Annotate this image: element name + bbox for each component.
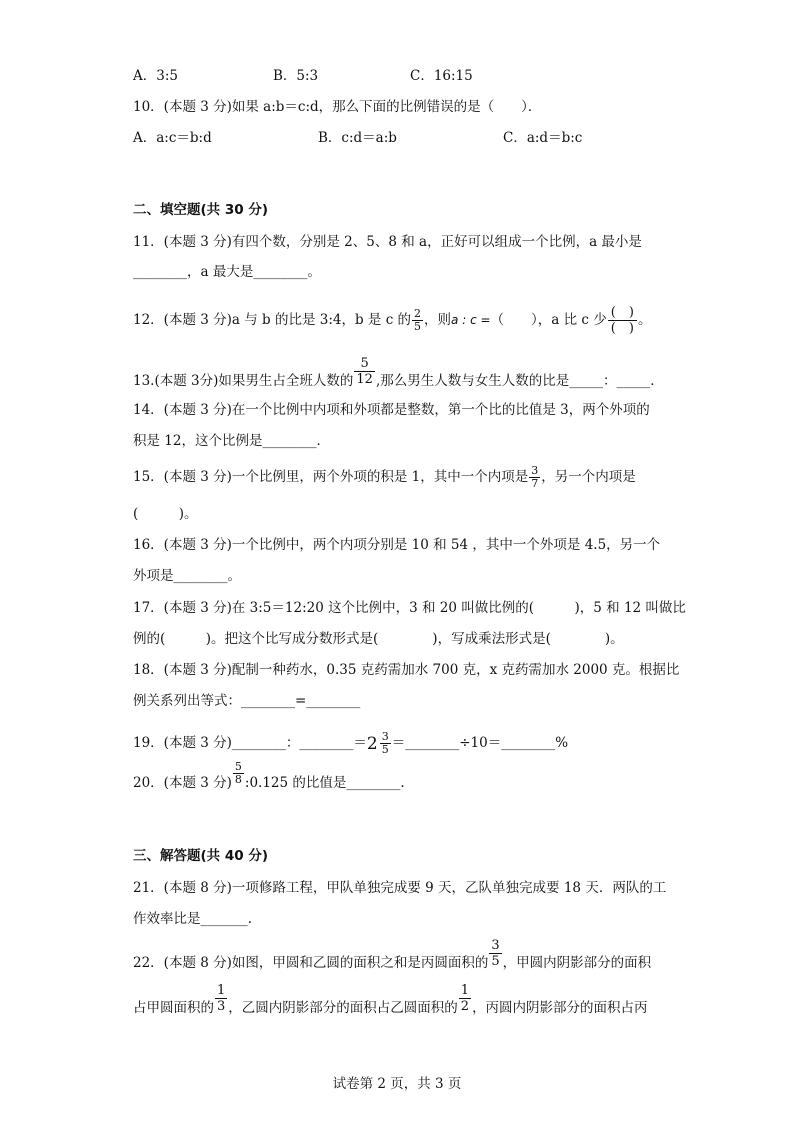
q22-fraction-3 xyxy=(459,983,471,1014)
q12-answer-fraction xyxy=(608,305,637,336)
q20-frac-num: 5 xyxy=(234,760,242,773)
q22-text-l2b: ，乙圆内阴影部分的面积占乙圆面积的 xyxy=(228,1000,458,1016)
q12-answer-num: ( ) xyxy=(610,305,634,320)
q11-line2: ________，a 最大是________。 xyxy=(133,264,321,280)
q17-line2: 例的( )。把这个比写成分数形式是( )，写成乘法形式是( )。 xyxy=(133,631,624,647)
q22-frac1-num: 3 xyxy=(491,938,500,953)
q19 xyxy=(133,728,674,759)
q22-fraction-2 xyxy=(215,983,227,1014)
q20-text-pre: 20．(本题 3 分) xyxy=(133,775,232,791)
q22-text-l2a: 占甲圆面积的 xyxy=(133,1000,214,1016)
q16-line1: 16．(本题 3 分)一个比例中，两个内项分别是 10 和 54 ，其中一个外项是 4.5，另一个 xyxy=(133,537,661,553)
q21-line1: 21．(本题 8 分)一项修路工程，甲队单独完成要 9 天，乙队单独完成要 18 天．两队的工 xyxy=(133,880,667,896)
q21-line2: 作效率比是_______. xyxy=(133,911,253,927)
q12-expression: a : c = xyxy=(451,313,491,327)
q10-option-a: A．a:c＝b:d xyxy=(133,130,212,146)
q22-fraction-1 xyxy=(489,938,501,969)
q12-frac-den: 5 xyxy=(414,320,422,333)
q12-text-mid2: （ ），a 比 c 少 xyxy=(490,312,607,328)
q19-mixed-number xyxy=(367,729,392,759)
q14-line2: 积是 12，这个比例是________． xyxy=(133,433,330,449)
q15-text-pre: 15．(本题 3 分)一个比例里，两个外项的积是 1，其中一个内项是 xyxy=(133,469,529,485)
q10-option-c: C．a:d＝b:c xyxy=(503,130,583,146)
q19-fraction xyxy=(380,731,391,756)
q16-line2: 外项是________。 xyxy=(133,568,241,584)
q12-text-mid1: ，则 xyxy=(424,312,452,328)
q22-text-pre: 22．(本题 8 分)如图，甲圆和乙圆的面积之和是丙圆面积的 xyxy=(133,955,489,971)
q15-frac-den: 7 xyxy=(531,477,539,490)
q12-frac-num: 2 xyxy=(414,307,422,320)
q14-line1: 14．(本题 3 分)在一个比例中内项和外项都是整数，第一个比的比值是 3，两个外项的 xyxy=(133,402,650,418)
q19-frac-num: 3 xyxy=(381,730,389,743)
q11-line1: 11．(本题 3 分)有四个数，分别是 2、5、8 和 a，正好可以组成一个比例，a 最小是 xyxy=(133,234,642,250)
q9-option-c: C．16:15 xyxy=(410,68,473,84)
q15-text-post: ，另一个内项是 xyxy=(541,469,636,485)
q18-line1: 18．(本题 3 分)配制一种药水，0.35 克药需加水 700 克，x 克药需加水 2000 克。根据比 xyxy=(133,662,680,678)
page-footer: 试卷第 2 页，共 3 页 xyxy=(332,1076,462,1092)
q9-option-b: B．5:3 xyxy=(273,68,319,84)
q22-text-mid: ，甲圆内阴影部分的面积 xyxy=(502,955,652,971)
q20-text-post: :0.125 的比值是________. xyxy=(244,775,405,791)
q19-text-post: ＝________÷10＝________% xyxy=(391,735,569,751)
q19-whole: 2 xyxy=(366,733,378,754)
q22-frac3-num: 1 xyxy=(460,983,470,998)
q20-fraction xyxy=(233,761,244,786)
q13 xyxy=(133,356,674,387)
section-fill-in-heading: 二、填空题(共 30 分) xyxy=(133,202,269,218)
q13-frac-den: 12 xyxy=(356,372,373,387)
q13-frac-num: 5 xyxy=(360,356,369,371)
q13-text-post: ,那么男生人数与女生人数的比是_____：_____． xyxy=(375,373,664,389)
q12-text-pre: 12．(本题 3 分)a 与 b 的比是 3:4，b 是 c 的 xyxy=(133,312,412,328)
q19-frac-den: 5 xyxy=(381,743,389,756)
q12-fraction xyxy=(412,308,423,333)
q22-line1 xyxy=(133,938,674,981)
q15 xyxy=(133,462,674,492)
q19-text-pre: 19．(本题 3 分)________：________＝ xyxy=(133,735,367,751)
q22-frac1-den: 5 xyxy=(491,954,500,969)
q15-line2: ( )。 xyxy=(133,506,198,522)
q13-text-pre: 13.(本题 3分)如果男生占全班人数的 xyxy=(133,373,354,389)
q15-fraction xyxy=(529,465,540,490)
q22-frac2-den: 3 xyxy=(217,999,226,1014)
q10-text: 10．(本题 3 分)如果 a:b＝c:d，那么下面的比例错误的是（ ）． xyxy=(133,99,542,115)
q12-answer-den: ( ) xyxy=(608,320,637,336)
q22-text-l2c: ，丙圆内阴影部分的面积占丙 xyxy=(472,1000,648,1016)
q22-frac3-den: 2 xyxy=(460,999,470,1014)
section-answer-heading: 三、解答题(共 40 分) xyxy=(133,848,269,864)
q18-line2: 例关系列出等式：________=________ xyxy=(133,693,361,709)
q15-frac-num: 3 xyxy=(531,464,539,477)
q20-frac-den: 8 xyxy=(234,773,242,786)
q9-option-a: A．3:5 xyxy=(133,68,178,84)
q22-frac2-num: 1 xyxy=(217,983,226,998)
q22-line2 xyxy=(133,983,674,1026)
q13-fraction xyxy=(354,356,375,387)
q20 xyxy=(133,760,674,798)
q12-text-end: 。 xyxy=(637,312,652,328)
q10-option-b: B．c:d＝a:b xyxy=(318,130,397,146)
q12 xyxy=(133,305,674,336)
q17-line1: 17．(本题 3 分)在 3:5＝12:20 这个比例中，3 和 20 叫做比例的( )，5 和 12 叫做比 xyxy=(133,600,686,616)
